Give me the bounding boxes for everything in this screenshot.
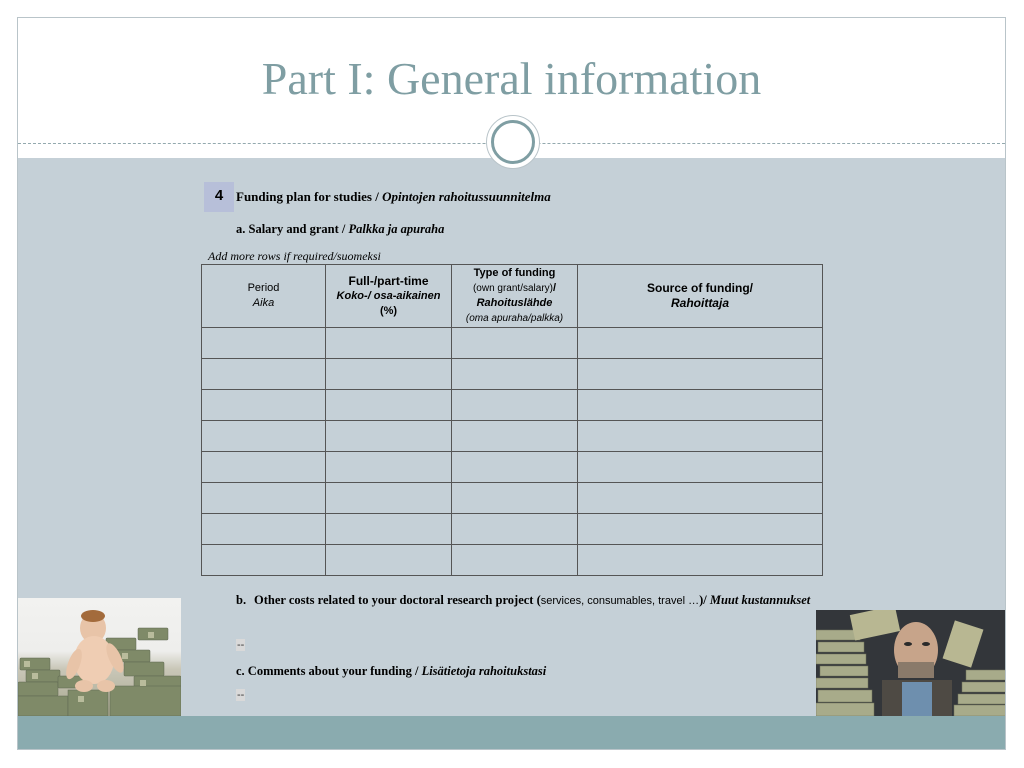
baby-money-photo	[18, 598, 181, 716]
baby-money-illustration	[18, 598, 181, 716]
subsection-c-input[interactable]: --	[237, 689, 245, 701]
add-rows-note: Add more rows if required/suomeksi	[208, 249, 381, 263]
table-cell[interactable]	[452, 483, 578, 514]
table-cell[interactable]	[326, 328, 452, 359]
header-type-en: Type of funding	[473, 267, 556, 279]
section-heading-sep: /	[371, 189, 383, 204]
table-cell[interactable]	[326, 545, 452, 576]
table-cell[interactable]	[202, 514, 326, 545]
circle-ornament-icon	[486, 115, 540, 169]
subsection-b-heading	[236, 591, 826, 610]
table-row	[202, 359, 823, 390]
table-cell[interactable]	[202, 390, 326, 421]
subsection-a-heading	[236, 222, 444, 237]
subsection-b-fi: Muut kustannukset	[709, 593, 811, 607]
header-period-fi: Aika	[252, 297, 275, 309]
footer-bar	[18, 716, 1005, 750]
table-row	[202, 452, 823, 483]
table-cell[interactable]	[326, 421, 452, 452]
table-cell[interactable]	[452, 452, 578, 483]
circle-ring-icon	[491, 120, 535, 164]
header-time-en: Full-/part-time	[348, 273, 429, 288]
subsection-b-close: )/	[699, 593, 710, 607]
header-time-pct: (%)	[379, 304, 398, 317]
subsection-c-heading	[236, 664, 546, 679]
slide	[17, 17, 1006, 750]
table-row	[202, 545, 823, 576]
header-source-fi: Rahoittaja	[670, 296, 729, 310]
header-time-fi: Koko-/ osa-aikainen	[336, 289, 441, 302]
table-cell[interactable]	[202, 328, 326, 359]
table-cell[interactable]	[578, 359, 823, 390]
table-cell[interactable]	[452, 545, 578, 576]
header-period	[202, 265, 326, 328]
funding-table	[201, 264, 823, 576]
table-cell[interactable]	[452, 359, 578, 390]
header-type-paren: (own grant/salary)	[472, 283, 553, 294]
section-heading-en: Funding plan for studies	[236, 189, 372, 204]
section-heading	[236, 189, 551, 205]
header-source	[578, 265, 823, 328]
table-row	[202, 421, 823, 452]
table-cell[interactable]	[202, 359, 326, 390]
table-cell[interactable]	[202, 452, 326, 483]
section-heading-fi: Opintojen rahoitussuunnitelma	[382, 189, 551, 204]
table-cell[interactable]	[452, 328, 578, 359]
table-cell[interactable]	[578, 452, 823, 483]
header-type-fi: Rahoituslähde	[476, 297, 553, 309]
subsection-a-fi: Palkka ja apuraha	[348, 222, 445, 236]
table-cell[interactable]	[578, 390, 823, 421]
man-money-photo	[816, 610, 1006, 716]
table-cell[interactable]	[202, 421, 326, 452]
header-time	[326, 265, 452, 328]
table-header-row	[202, 265, 823, 328]
header-source-en: Source of funding/	[647, 281, 753, 295]
table-cell[interactable]	[578, 483, 823, 514]
section-number-badge: 4	[204, 182, 234, 212]
table-body	[202, 328, 823, 576]
table-cell[interactable]	[202, 545, 326, 576]
slide-title: Part I: General information	[261, 53, 762, 104]
table-cell[interactable]	[326, 390, 452, 421]
table-row	[202, 390, 823, 421]
table-cell[interactable]	[452, 421, 578, 452]
table-row	[202, 328, 823, 359]
subsection-a-en: a. Salary and grant	[236, 222, 339, 236]
table-row	[202, 514, 823, 545]
table-cell[interactable]	[578, 421, 823, 452]
subsection-c-en: c. Comments about your funding	[236, 664, 412, 678]
table-cell[interactable]	[326, 359, 452, 390]
header-type-slash: /	[552, 282, 557, 294]
table-cell[interactable]	[452, 390, 578, 421]
subsection-b-text	[236, 591, 826, 610]
header-type	[452, 265, 578, 328]
table-cell[interactable]	[578, 545, 823, 576]
subsection-b-detail: services, consumables, travel …	[540, 595, 700, 607]
table-cell[interactable]	[578, 514, 823, 545]
header-type-fi-paren: (oma apuraha/palkka)	[465, 313, 564, 324]
subsection-b-en: Other costs related to your doctoral research project (	[254, 593, 541, 607]
table-cell[interactable]	[326, 514, 452, 545]
table-cell[interactable]	[202, 483, 326, 514]
table-cell[interactable]	[452, 514, 578, 545]
table-row	[202, 483, 823, 514]
subsection-a-sep: /	[338, 222, 349, 236]
table-cell[interactable]	[326, 452, 452, 483]
subsection-b-input[interactable]: --	[237, 639, 245, 651]
header-period-en: Period	[247, 282, 280, 294]
subsection-c-fi: Lisätietoja rahoitukstasi	[421, 664, 547, 678]
table-cell[interactable]	[578, 328, 823, 359]
subsection-c-sep: /	[411, 664, 422, 678]
man-money-illustration	[816, 610, 1006, 716]
subsection-b-number: b.	[236, 593, 247, 607]
table-cell[interactable]	[326, 483, 452, 514]
